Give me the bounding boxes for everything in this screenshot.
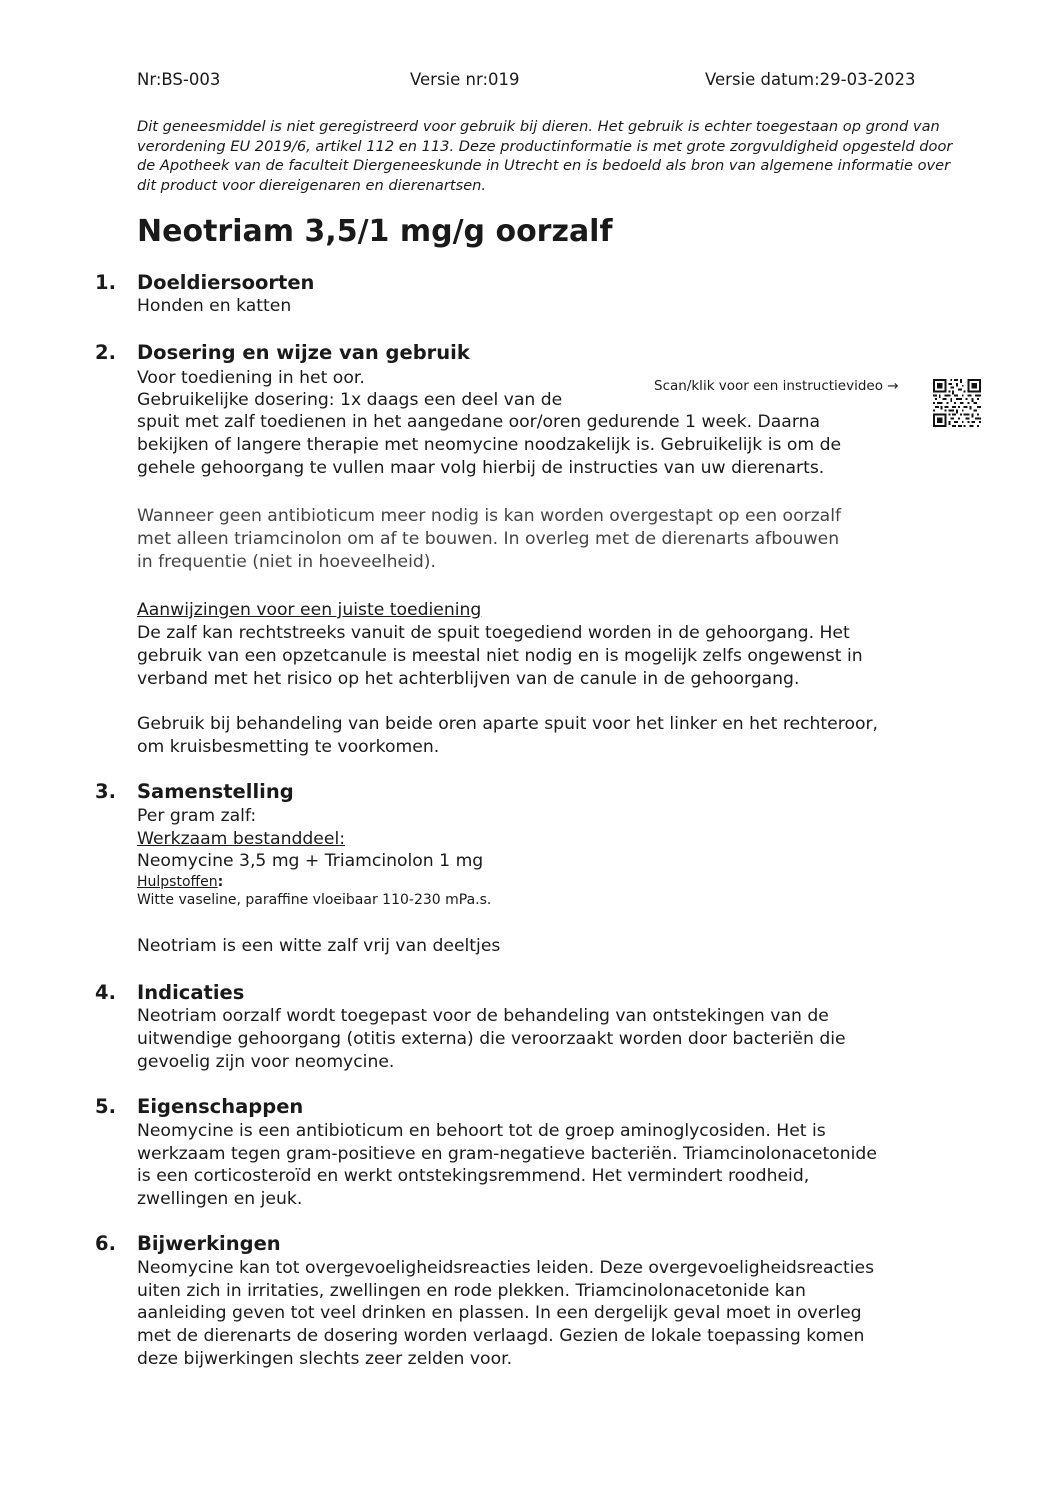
- subheading-aanwijzingen: Aanwijzingen voor een juiste toediening: [137, 600, 482, 620]
- section-text: uiten zich in irritaties, zwellingen en rode plekken. Triamcinolonacetonide kan: [137, 1281, 806, 1301]
- section-text: Wanneer geen antibioticum meer nodig is kan worden overgestapt op een oorzalf: [137, 506, 842, 526]
- excipients-label-text: Hulpstoffen: [137, 874, 218, 890]
- section-text: gehele gehoorgang te vullen maar volg hierbij de instructies van uw dierenarts.: [137, 458, 825, 478]
- section-title-dosering: Dosering en wijze van gebruik: [137, 341, 470, 364]
- section-text: Per gram zalf:: [137, 806, 257, 826]
- section-text: aanleiding geven tot veel drinken en plassen. In een dergelijk geval moet in overleg: [137, 1303, 862, 1323]
- section-text: verband met het risico op het achterblijven van de canule in de gehoorgang.: [137, 669, 800, 689]
- section-text: Gebruikelijke dosering: 1x daags een deel van de: [137, 390, 563, 410]
- section-number: 4.: [95, 981, 116, 1004]
- active-ingredient: Neomycine 3,5 mg + Triamcinolon 1 mg: [137, 851, 484, 871]
- excipients-label: [137, 873, 223, 892]
- section-number: 6.: [95, 1232, 116, 1255]
- qr-code-icon[interactable]: [933, 379, 981, 427]
- section-text: deze bijwerkingen slechts zeer zelden voor.: [137, 1349, 513, 1369]
- intro-disclaimer: Dit geneesmiddel is niet geregistreerd voor gebruik bij dieren. Het gebruik is echter toegestaan op grond van verordening EU 2019/6, artikel 112 en 113. Deze productinformatie is met grote zorgvuldigheid opgesteld door de Apotheek van de faculteit Diergeneeskunde in Utrecht en is bedoeld als bron van algemene informatie over dit product voor diereigenaren en dierenartsen.: [137, 118, 953, 194]
- section-title-bijwerkingen: Bijwerkingen: [137, 1232, 281, 1255]
- excipients-label-colon: :: [217, 874, 224, 890]
- section-text: met alleen triamcinolon om af te bouwen. In overleg met de dierenarts afbouwen: [137, 529, 840, 549]
- section-text: Neomycine is een antibioticum en behoort tot de groep aminoglycosiden. Het is: [137, 1121, 826, 1141]
- product-description: Neotriam is een witte zalf vrij van deeltjes: [137, 936, 501, 956]
- section-text: gevoelig zijn voor neomycine.: [137, 1052, 395, 1072]
- section-number: 2.: [95, 341, 116, 364]
- section-title-samenstelling: Samenstelling: [137, 780, 294, 803]
- section-number: 3.: [95, 780, 116, 803]
- section-text: zwellingen en jeuk.: [137, 1189, 303, 1209]
- section-text: in frequentie (niet in hoeveelheid).: [137, 552, 436, 572]
- section-text: spuit met zalf toedienen in het aangedane oor/oren gedurende 1 week. Daarna: [137, 412, 821, 432]
- section-number: 1.: [95, 271, 116, 294]
- section-text: met de dierenarts de dosering worden verlaagd. Gezien de lokale toepassing komen: [137, 1326, 865, 1346]
- document-number: Nr:BS-003: [137, 70, 221, 89]
- qr-caption-link[interactable]: Scan/klik voor een instructievideo →: [654, 378, 899, 394]
- section-text: Voor toediening in het oor.: [137, 368, 365, 388]
- section-text: werkzaam tegen gram-positieve en gram-negatieve bacteriën. Triamcinolonacetonide: [137, 1144, 877, 1164]
- active-ingredient-label: Werkzaam bestanddeel:: [137, 829, 346, 849]
- page-title: Neotriam 3,5/1 mg/g oorzalf: [137, 214, 613, 249]
- section-title-indicaties: Indicaties: [137, 981, 245, 1004]
- version-date: Versie datum:29-03-2023: [705, 70, 916, 89]
- section-text: Neotriam oorzalf wordt toegepast voor de behandeling van ontstekingen van de: [137, 1006, 829, 1026]
- section-text: Neomycine kan tot overgevoeligheidsreacties leiden. Deze overgevoeligheidsreacties: [137, 1258, 875, 1278]
- section-text: De zalf kan rechtstreeks vanuit de spuit toegediend worden in de gehoorgang. Het: [137, 623, 850, 643]
- section-text: Gebruik bij behandeling van beide oren aparte spuit voor het linker en het rechteroor,: [137, 714, 878, 734]
- section-text: gebruik van een opzetcanule is meestal niet nodig en is mogelijk zelfs ongewenst in: [137, 646, 863, 666]
- excipients: Witte vaseline, paraffine vloeibaar 110-230 mPa.s.: [137, 892, 492, 908]
- section-title-doeldiersoorten: Doeldiersoorten: [137, 271, 315, 294]
- section-text: Honden en katten: [137, 296, 292, 316]
- version-number: Versie nr:019: [410, 70, 520, 89]
- section-number: 5.: [95, 1095, 116, 1118]
- section-text: uitwendige gehoorgang (otitis externa) die veroorzaakt worden door bacteriën die: [137, 1029, 846, 1049]
- section-title-eigenschappen: Eigenschappen: [137, 1095, 304, 1118]
- section-text: om kruisbesmetting te voorkomen.: [137, 737, 440, 757]
- section-text: bekijken of langere therapie met neomycine noodzakelijk is. Gebruikelijk is om de: [137, 435, 842, 455]
- section-text: is een corticosteroïd en werkt ontstekingsremmend. Het vermindert roodheid,: [137, 1166, 810, 1186]
